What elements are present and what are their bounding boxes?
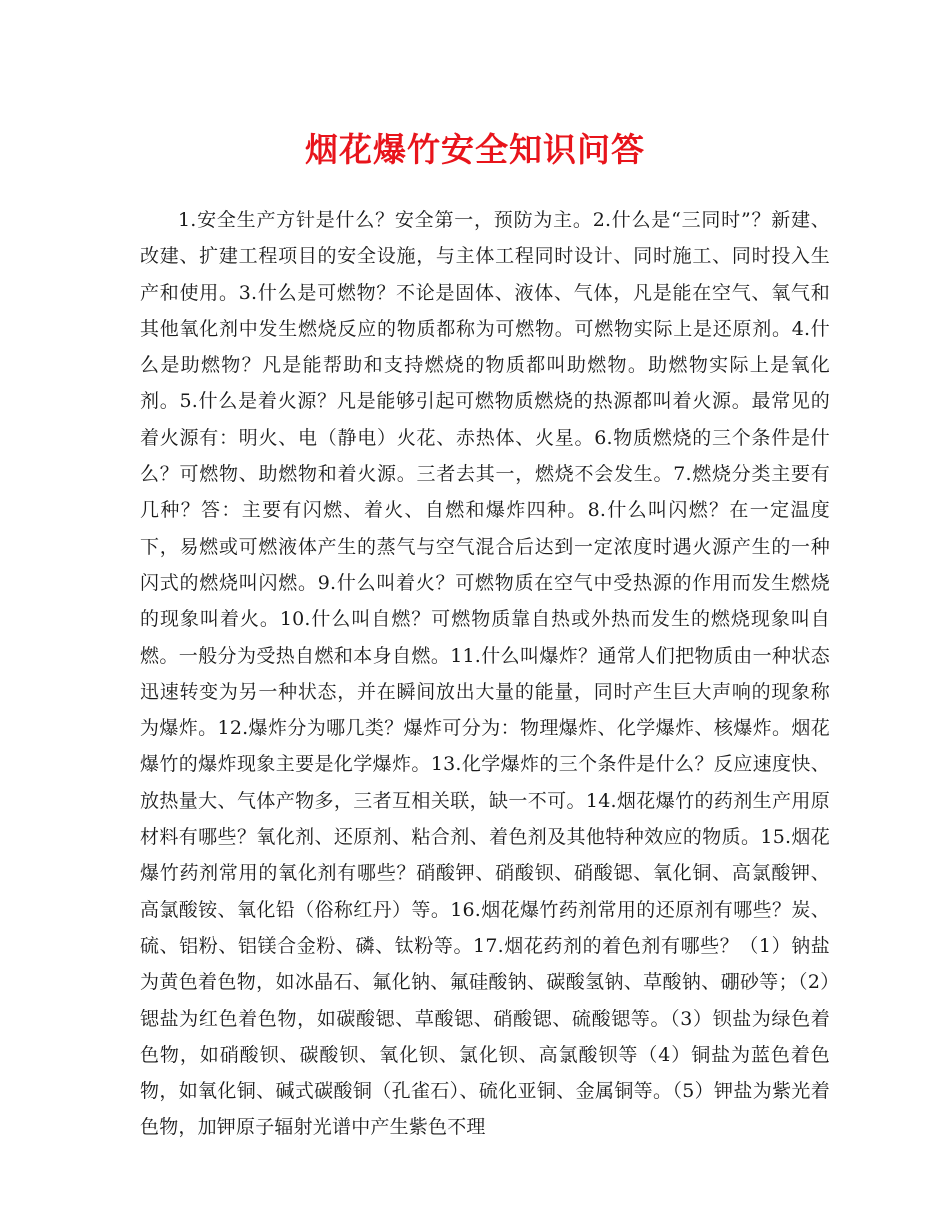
document-title: 烟花爆竹安全知识问答 <box>305 130 645 169</box>
document-body-paragraph: 1.安全生产方针是什么？安全第一，预防为主。2.什么是“三同时”？新建、改建、扩建工程项目的安全设施，与主体工程同时设计、同时施工、同时投入生产和使用。3.什么是可燃物？不论是固体、液体、气体，凡是能在空气、氧气和其他氧化剂中发生燃烧反应的物质都称为可燃物。可燃物实际上是还原剂。4.什么是助燃物？凡是能帮助和支持燃烧的物质都叫助燃物。助燃物实际上是氧化剂。5.什么是着火源？凡是能够引起可燃物质燃烧的热源都叫着火源。最常见的着火源有：明火、电（静电）火花、赤热体、火星。6.物质燃烧的三个条件是什么？可燃物、助燃物和着火源。三者去其一，燃烧不会发生。7.燃烧分类主要有几种？答：主要有闪燃、着火、自燃和爆炸四种。8.什么叫闪燃？在一定温度下，易燃或可燃液体产生的蒸气与空气混合后达到一定浓度时遇火源产生的一种闪式的燃烧叫闪燃。9.什么叫着火？可燃物质在空气中受热源的作用而发生燃烧的现象叫着火。10.什么叫自燃？可燃物质靠自热或外热而发生的燃烧现象叫自燃。一般分为受热自燃和本身自燃。11.什么叫爆炸？通常人们把物质由一种状态迅速转变为另一种状态，并在瞬间放出大量的能量，同时产生巨大声响的现象称为爆炸。12.爆炸分为哪几类？爆炸可分为：物理爆炸、化学爆炸、核爆炸。烟花爆竹的爆炸现象主要是化学爆炸。13.化学爆炸的三个条件是什么？反应速度快、放热量大、气体产物多，三者互相关联，缺一不可。14.烟花爆竹的药剂生产用原材料有哪些？氧化剂、还原剂、粘合剂、着色剂及其他特种效应的物质。15.烟花爆竹药剂常用的氧化剂有哪些？硝酸钾、硝酸钡、硝酸锶、氧化铜、高氯酸钾、高氯酸铵、氧化铅（俗称红丹）等。16.烟花爆竹药剂常用的还原剂有哪些？炭、硫、铝粉、铝镁合金粉、磷、钛粉等。17.烟花药剂的着色剂有哪些？（1）钠盐为黄色着色物，如冰晶石、氟化钠、氟硅酸钠、碳酸氢钠、草酸钠、硼砂等；（2）锶盐为红色着色物，如碳酸锶、草酸锶、硝酸锶、硫酸锶等。（3）钡盐为绿色着色物，如硝酸钡、碳酸钡、氧化钡、氯化钡、高氯酸钡等（4）铜盐为蓝色着色物，如氧化铜、碱式碳酸铜（孔雀石）、硫化亚铜、金属铜等。（5）钾盐为紫光着色物，加钾原子辐射光谱中产生紫色不理 <box>140 209 830 1139</box>
